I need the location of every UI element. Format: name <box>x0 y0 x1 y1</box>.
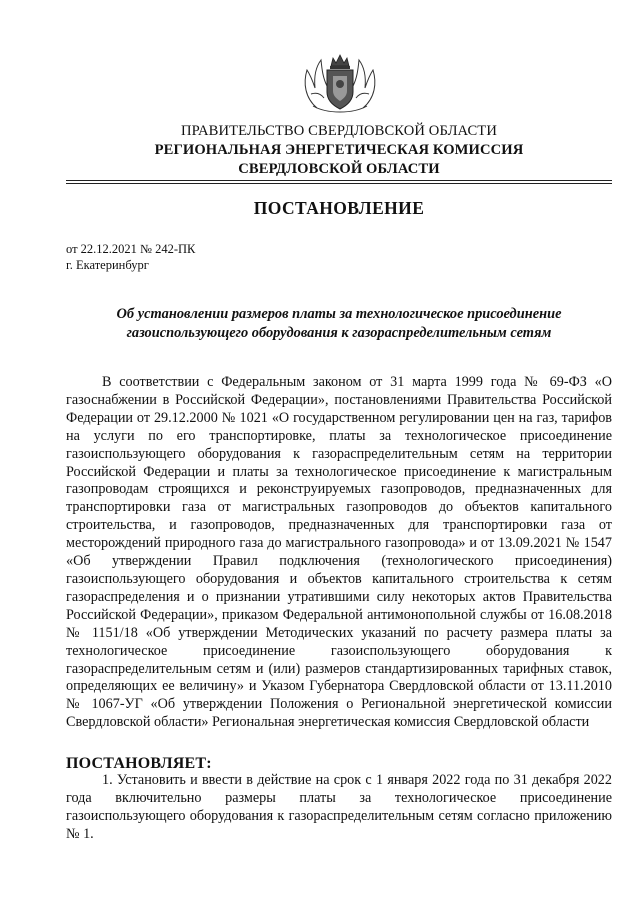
government-name: ПРАВИТЕЛЬСТВО СВЕРДЛОВСКОЙ ОБЛАСТИ <box>181 123 497 139</box>
resolves-heading: ПОСТАНОВЛЯЕТ: <box>66 755 212 772</box>
header-divider-bottom <box>66 183 612 184</box>
document-title: ПОСТАНОВЛЕНИЕ <box>253 198 425 218</box>
document-date-number: от 22.12.2021 № 242-ПК <box>66 242 196 256</box>
subject-line-2: газоиспользующего оборудования к газораспределительным сетям <box>126 325 552 341</box>
region-name: СВЕРДЛОВСКОЙ ОБЛАСТИ <box>238 161 440 177</box>
resolution-item-1: 1. Установить и ввести в действие на срок с 1 января 2022 года по 31 декабря 2022 года включительно размеры платы за технологическое присоединение газоиспользующего оборудования к газораспределительным сетям согласно приложению № 1. <box>66 772 612 842</box>
commission-name: РЕГИОНАЛЬНАЯ ЭНЕРГЕТИЧЕСКАЯ КОМИССИЯ <box>154 142 524 158</box>
document-subject <box>66 305 612 343</box>
preamble-paragraph: В соответствии с Федеральным законом от 31 марта 1999 года № 69-ФЗ «О газоснабжении в Российской Федерации», постановлениями Правительства Российской Федерации от 29.12.2000 № 1021 «О государственном регулировании цен на газ, тарифов на услуги по его транспортировке, платы за технологическое присоединение газоиспользующего оборудования к газораспределительным сетям на территории Российской Федерации и платы за технологическое присоединение к магистральным газопроводам строящихся и реконструируемых газопроводов, предназначенных для транспортировки газа от магистральных газопроводов до объектов капитального строительства, и газопроводов, предназначенных для транспортировки газа от месторождений природного газа до магистрального газопровода» и от 13.09.2021 № 1547 «Об утверждении Правил подключения (технологического присоединения) газоиспользующего оборудования и объектов капитального строительства к сетям газораспределения и о признании утратившими силу некоторых актов Правительства Российской Федерации», приказом Федеральной антимонопольной службы от 16.08.2018 № 1151/18 «Об утверждении Методических указаний по расчету размера платы за технологическое присоединение газоиспользующего оборудования к газораспределительным сетям и (или) размеров стандартизированных тарифных ставок, определяющих ее величину» и Указом Губернатора Свердловской области от 13.11.2010 № 1067-УГ «Об утверждении Положения о Региональной энергетической комиссии Свердловской области» Региональная энергетическая комиссия Свердловской области <box>66 374 612 731</box>
coat-of-arms-emblem <box>297 48 383 120</box>
document-city: г. Екатеринбург <box>66 258 149 272</box>
subject-line-1: Об установлении размеров платы за технологическое присоединение <box>116 306 562 322</box>
header-divider-top <box>66 180 612 181</box>
